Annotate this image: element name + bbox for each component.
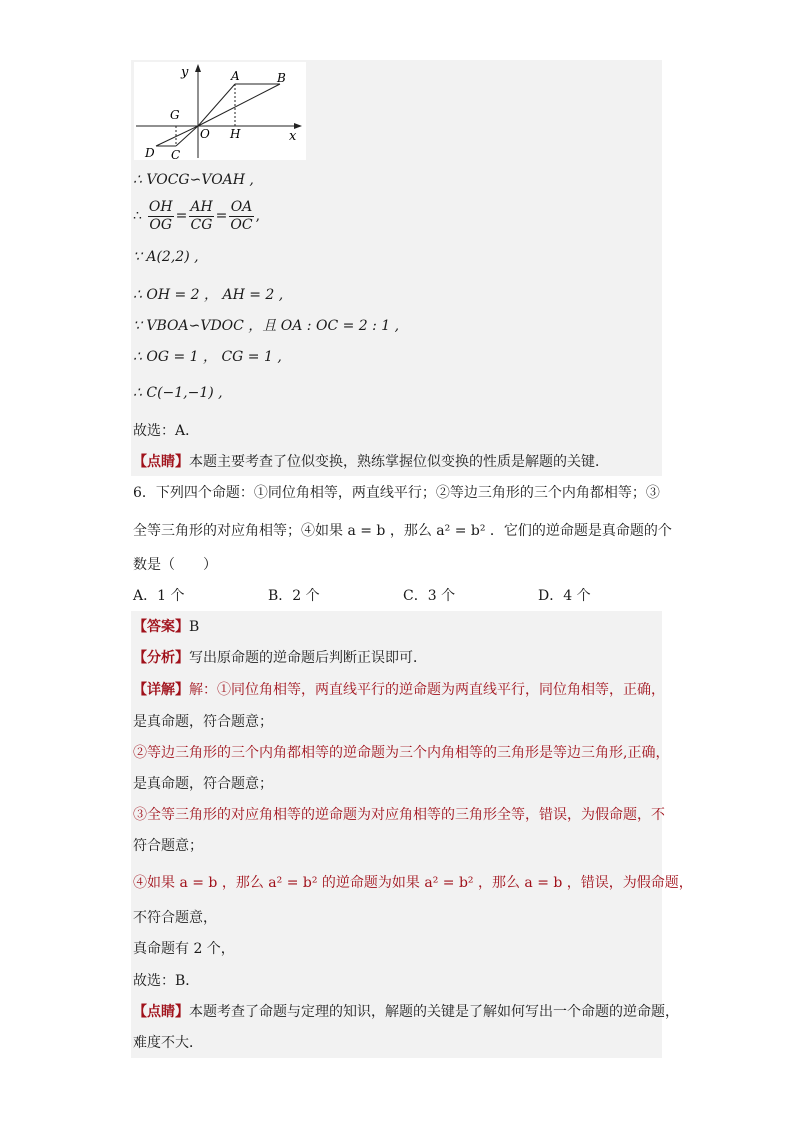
analysis-line: 【分析】写出原命题的逆命题后判断正误即可． [133,650,427,666]
question6-line3: 数是（ ） [133,557,217,573]
option-d: D．4 个 [538,588,591,604]
detail-line-1: 【详解】解：①同位角相等，两直线平行的逆命题为两直线平行，同位角相等，正确， [133,682,665,698]
label-D: D [145,146,155,160]
solution-line-point-a: ∵ A(2,2) , [133,249,199,265]
detail-line-7: ④如果 a = b ，那么 a² = b² 的逆命题为如果 a² = b² ，那么 a = b ，错误，为假命题， [133,875,693,891]
option-a: A．1 个 [133,588,185,604]
solution-line-point-c: ∴ C(−1,−1) , [133,385,223,401]
option-c: C．3 个 [403,588,456,604]
detail-tag: 【详解】 [133,682,189,698]
label-C: C [171,148,181,160]
tip-tag-2: 【点睛】 [133,1004,189,1020]
fraction-oa-oc: $\frac{OA}{OC}$ [230,198,253,233]
label-y: y [181,65,189,80]
answer-tag: 【答案】 [133,619,189,635]
solution-line-similar: ∴ VOCG∽VOAH , [133,172,254,188]
detail-line-8: 不符合题意， [133,910,217,926]
label-A: A [231,69,240,83]
detail-line-5: ③全等三角形的对应角相等的逆命题为对应角相等的三角形全等，错误，为假命题，不 [133,807,665,823]
solution-line-choice: 故选：A． [133,423,200,439]
label-G: G [170,108,180,122]
solution-line-similar-boa: ∵ VBOA∽VDOC ，且 OA : OC = 2 : 1 , [133,318,400,334]
fraction-ah-cg: $\frac{AH}{CG}$ [190,198,213,233]
detail-line-3: ②等边三角形的三个内角都相等的逆命题为三个内角相等的三角形是等边三角形,正确， [133,745,670,761]
detail-line-9: 真命题有 2 个， [133,941,235,957]
tip-line-1: 【点睛】本题考查了命题与定理的知识，解题的关键是了解如何写出一个命题的逆命题， [133,1004,679,1020]
label-O: O [200,127,210,141]
solution-tip: 【点睛】本题主要考查了位似变换，熟练掌握位似变换的性质是解题的关键． [133,454,609,470]
question6-line2: 全等三角形的对应角相等；④如果 a = b ，那么 a² = b² ．它们的逆命题是真命题的个 [133,523,672,539]
label-B: B [277,71,286,85]
analysis-tag: 【分析】 [133,650,189,666]
label-x: x [289,129,297,144]
tip-line-2: 难度不大． [133,1035,203,1051]
solution-shade-bottom [131,611,662,1058]
tip-tag: 【点睛】 [133,454,189,470]
solution-line-ratio: ∴ $\frac{OH}{OG}$ = $\frac{AH}{CG}$ = $\frac{OA}{OC}$ , [133,198,261,233]
solution-line-og-cg: ∴ OG = 1 ， CG = 1 , [133,349,282,365]
detail-line-10: 故选：B． [133,973,200,989]
question6-line1: 6．下列四个命题：①同位角相等，两直线平行；②等边三角形的三个内角都相等；③ [133,485,660,501]
detail-line-6: 符合题意； [133,838,203,854]
option-b: B．2 个 [268,588,320,604]
answer-line: 【答案】B [133,619,200,635]
solution-line-oh-ah: ∴ OH = 2 ， AH = 2 , [133,287,284,303]
coordinate-figure [134,62,306,160]
fraction-oh-og: $\frac{OH}{OG}$ [148,198,173,233]
detail-line-2: 是真命题，符合题意； [133,714,273,730]
label-H: H [230,127,241,141]
therefore-symbol: ∴ [133,208,142,224]
question6-options [133,586,653,606]
detail-line-4: 是真命题，符合题意； [133,776,273,792]
